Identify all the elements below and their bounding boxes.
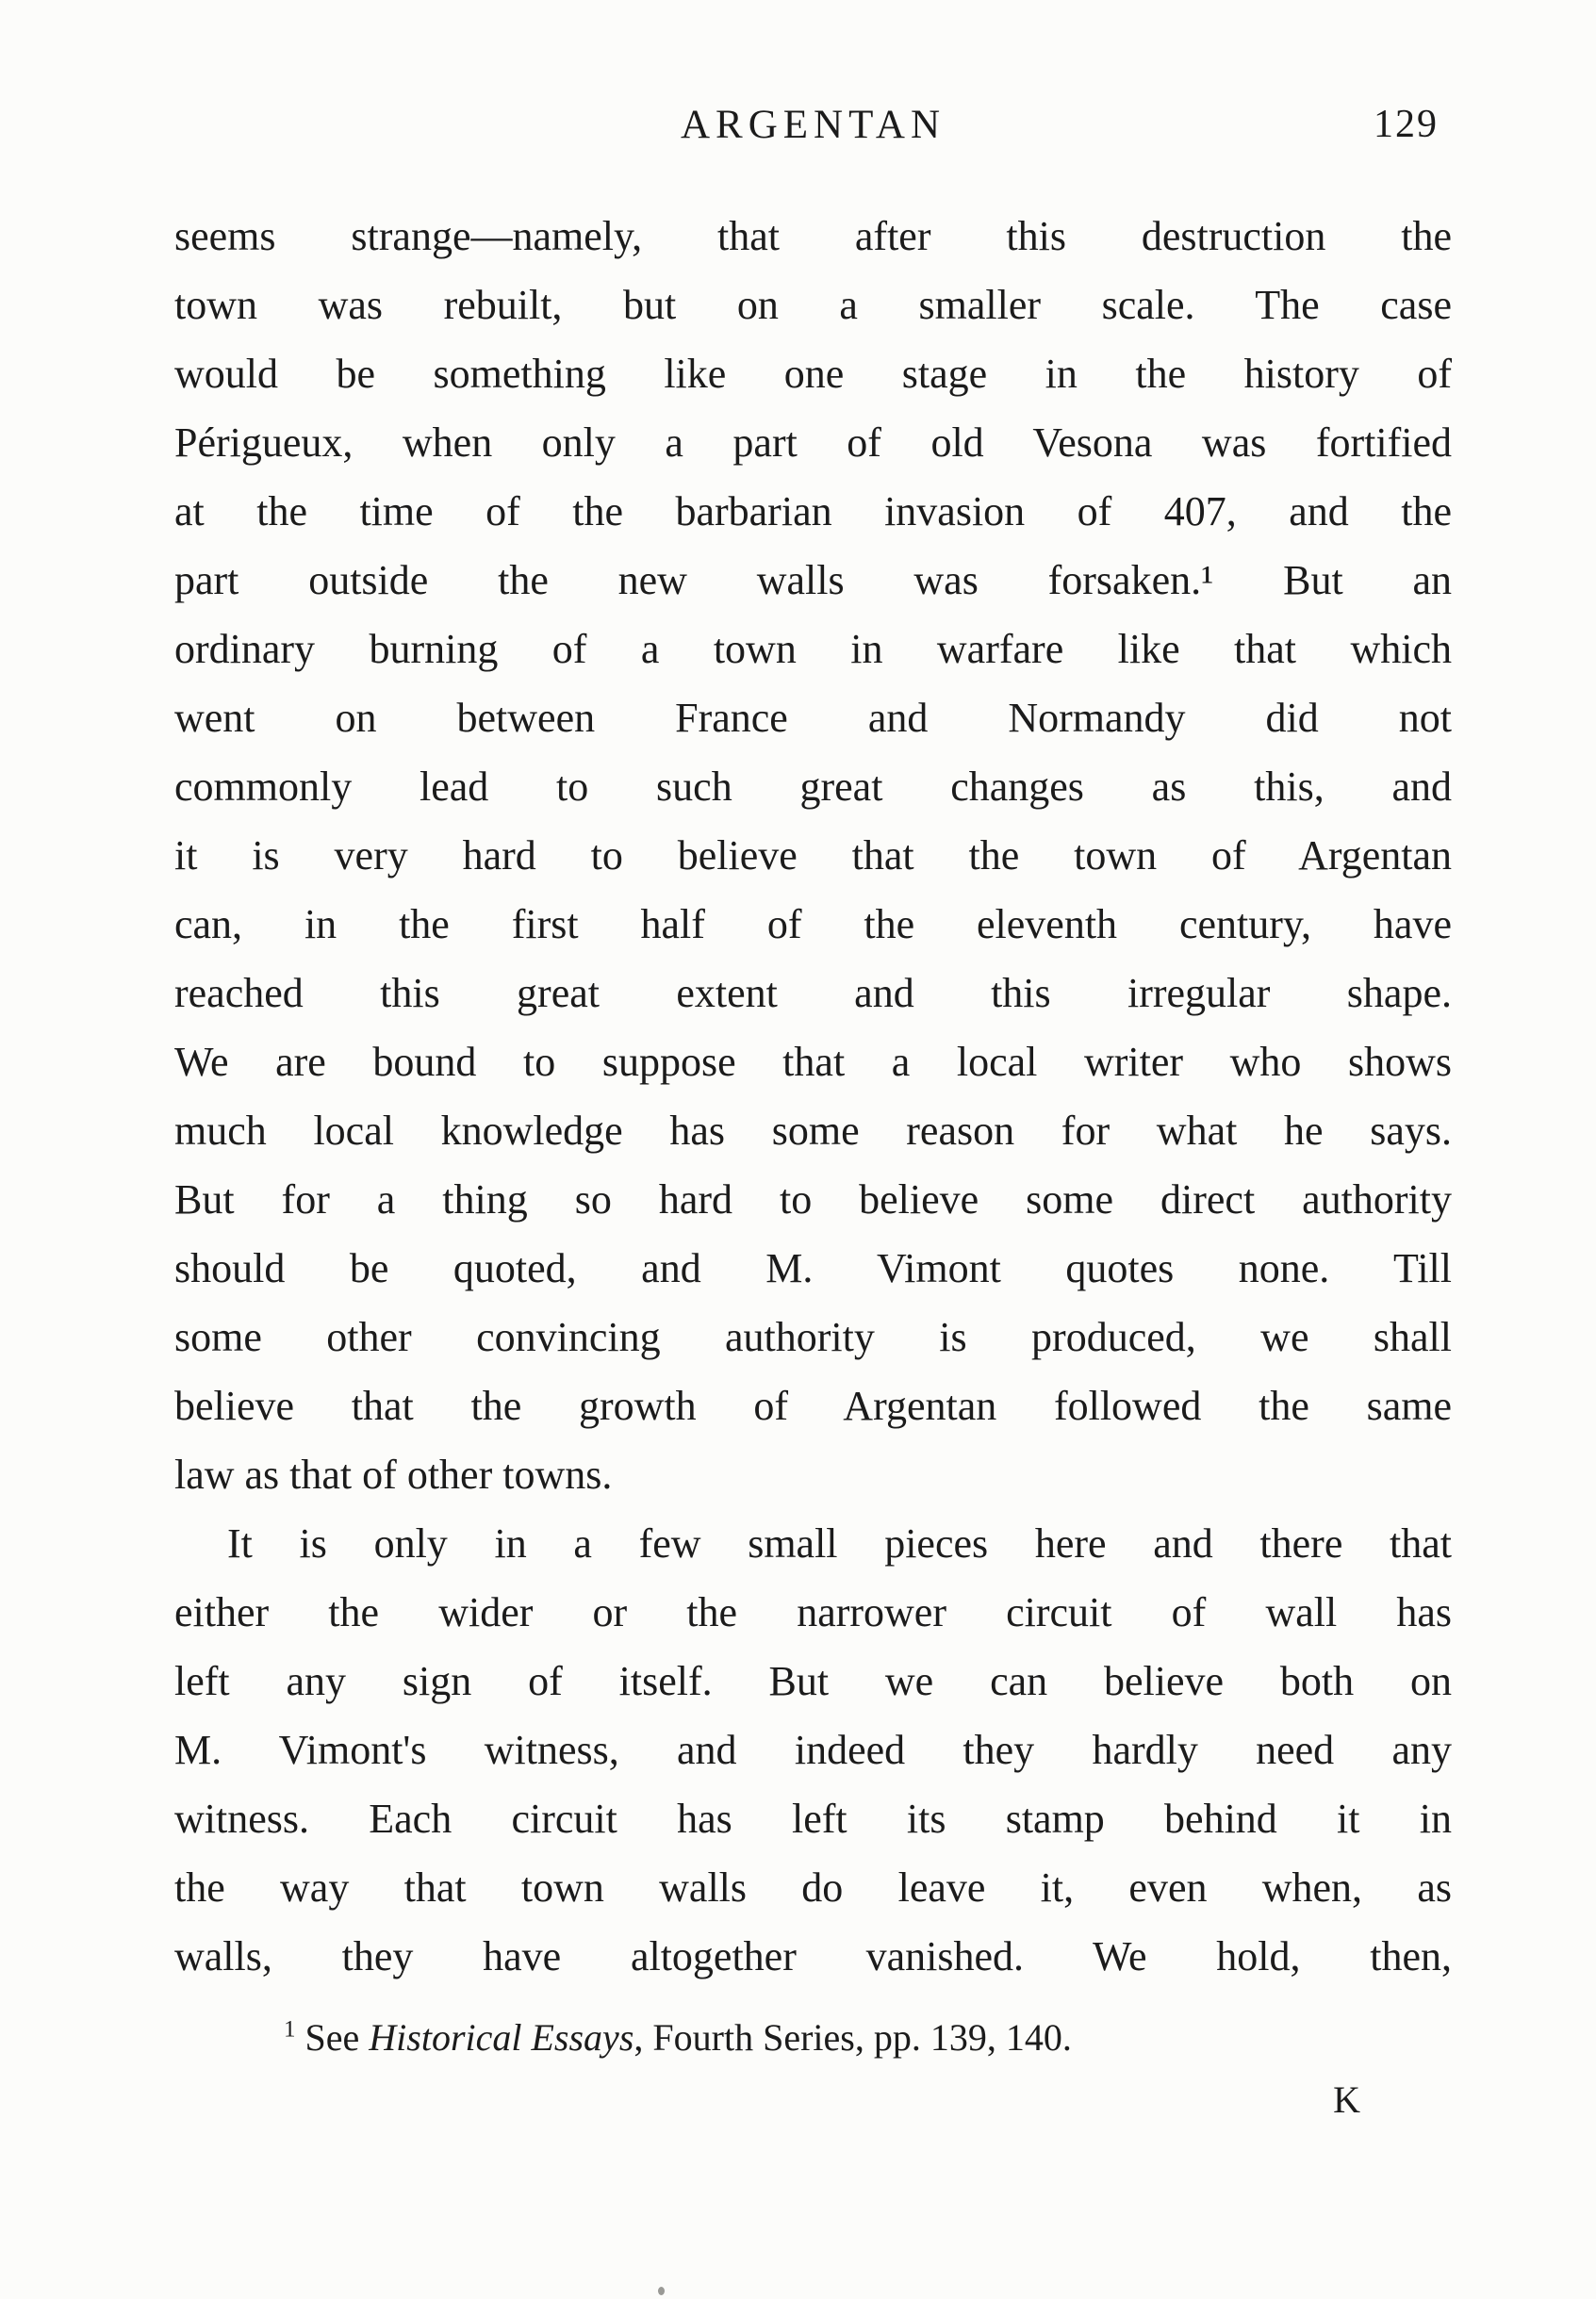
text-line: law as that of other towns. [174,1452,613,1498]
paragraph [174,202,1452,1509]
page-number: 129 [1374,103,1439,146]
text-line: town was rebuilt, but on a smaller scale. The case [174,282,1452,328]
text-line: can, in the first half of the eleventh century, have [174,901,1452,947]
text-line: would be something like one stage in the history of [174,351,1452,397]
text-line: some other convincing authority is produced, we shall [174,1314,1452,1360]
footnote-text-post: , Fourth Series, pp. 139, 140. [633,2016,1072,2059]
text-line: It is only in a few small pieces here and there that [227,1520,1452,1567]
text-line: much local knowledge has some reason for what he says. [174,1108,1452,1154]
text-line: reached this great extent and this irregular shape. [174,970,1452,1016]
text-line: left any sign of itself. But we can believe both on [174,1658,1452,1704]
text-line: should be quoted, and M. Vimont quotes none. Till [174,1245,1452,1291]
text-line: ordinary burning of a town in warfare like that which [174,626,1452,672]
text-line: part outside the new walls was forsaken.¹ But an [174,557,1452,603]
text-line: Périgueux, when only a part of old Vesona was fortified [174,419,1452,466]
text-line: walls, they have altogether vanished. We hold, then, [174,1933,1452,1979]
page-header [174,0,1452,160]
signature-mark: K [1333,2078,1361,2121]
text-line: witness. Each circuit has left its stamp behind it in [174,1796,1452,1842]
text-line: But for a thing so hard to believe some direct authority [174,1176,1452,1223]
text-line: seems strange—namely, that after this destruction the [174,213,1452,259]
footnote-text-pre: See [304,2016,370,2059]
text-line: the way that town walls do leave it, even when, as [174,1864,1452,1911]
running-header-title: ARGENTAN [680,103,946,147]
text-line: at the time of the barbarian invasion of 407, and the [174,488,1452,534]
text-block [174,0,1452,2122]
text-line: went on between France and Normandy did not [174,695,1452,741]
paragraph [174,1509,1452,1991]
text-line: M. Vimont's witness, and indeed they hardly need any [174,1727,1452,1773]
text-line: We are bound to suppose that a local writer who shows [174,1039,1452,1085]
body-text [174,202,1452,1991]
text-line: commonly lead to such great changes as this, and [174,764,1452,810]
text-line: it is very hard to believe that the town of Argentan [174,832,1452,879]
scan-speck-artifact [658,2287,665,2295]
text-line: either the wider or the narrower circuit of wall has [174,1589,1452,1635]
footnote-marker: 1 [284,2016,296,2043]
text-line: believe that the growth of Argentan followed the same [174,1383,1452,1429]
footnote-work-title: Historical Essays [369,2016,634,2059]
footnote [284,2012,1452,2064]
